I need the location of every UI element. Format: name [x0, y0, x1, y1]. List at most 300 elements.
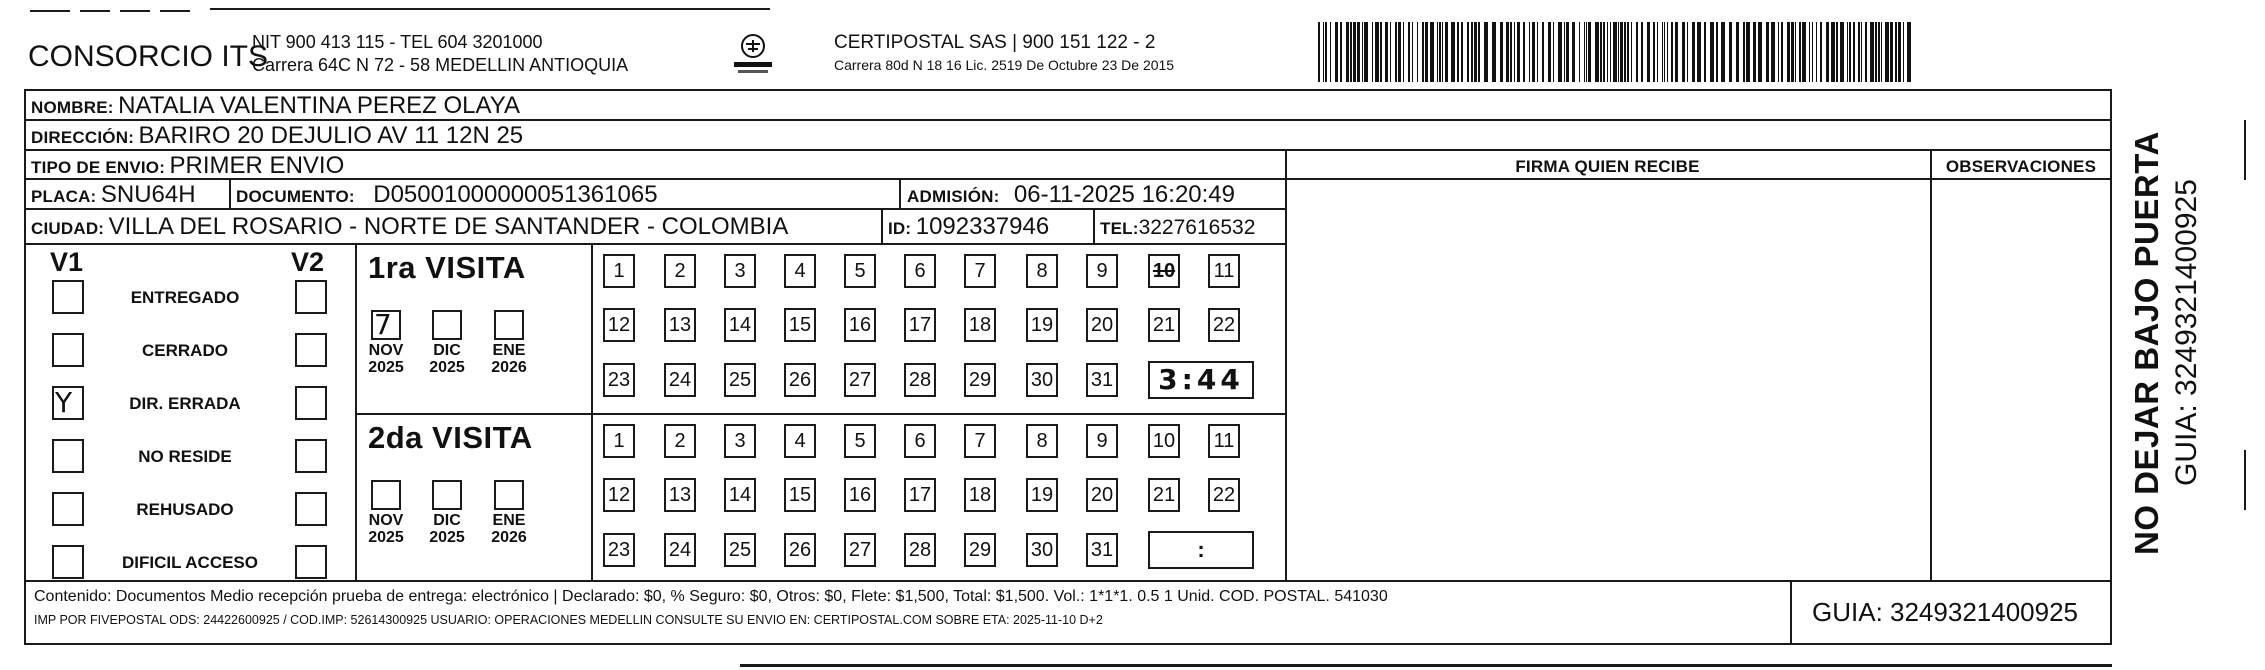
day-box[interactable] [1148, 254, 1180, 288]
ciudad-value: VILLA DEL ROSARIO - NORTE DE SANTANDER - COLOMBIA [108, 213, 789, 240]
day-number: 22 [1212, 314, 1236, 336]
day-box[interactable] [664, 363, 696, 397]
placa-label: PLACA: [31, 187, 97, 206]
tipo-value: PRIMER ENVIO [169, 152, 345, 179]
day-number: 30 [1030, 369, 1054, 391]
barcode-bar [1537, 22, 1538, 82]
day-number: 8 [1036, 260, 1048, 282]
day-box[interactable] [603, 254, 635, 288]
barcode-bar [1736, 22, 1739, 82]
month-checkbox[interactable] [432, 480, 462, 510]
barcode-bar [1510, 22, 1512, 82]
month-name: ENE [492, 342, 526, 359]
v1-label: V1 [50, 247, 84, 277]
barcode-bar [1771, 22, 1775, 82]
barcode-bar [1881, 22, 1882, 82]
barcode-bar [1457, 22, 1459, 82]
barcode-bar [1395, 22, 1397, 82]
day-number: 17 [908, 484, 932, 506]
month-year: 2026 [491, 529, 527, 546]
barcode-bar [1478, 22, 1480, 82]
barcode-bar [1532, 22, 1535, 82]
barcode-bar [1692, 22, 1695, 82]
barcode-bar [1346, 22, 1349, 82]
time-box[interactable]: : [1148, 531, 1254, 569]
barcode-bar [1647, 22, 1650, 82]
v2-checkbox[interactable] [295, 492, 327, 526]
day-number: 4 [794, 260, 806, 282]
footer-guia: GUIA: 3249321400925 [1812, 597, 2078, 627]
day-number: 6 [914, 260, 926, 282]
day-box[interactable] [724, 533, 756, 567]
month-label [424, 342, 470, 376]
barcode-bar [1781, 22, 1783, 82]
id-value: 1092337946 [915, 213, 1050, 240]
day-box[interactable] [664, 424, 696, 458]
day-box[interactable] [904, 533, 936, 567]
barcode-bar [1816, 22, 1817, 82]
barcode-bar [1787, 22, 1790, 82]
day-box[interactable] [844, 254, 876, 288]
barcode-bar [1514, 22, 1515, 82]
barcode-bar [1412, 22, 1413, 82]
day-number: 27 [848, 369, 872, 391]
day-number: 6 [914, 430, 926, 452]
day-box[interactable] [1208, 308, 1240, 342]
barcode-bar [1885, 22, 1889, 82]
day-box[interactable] [964, 478, 996, 512]
barcode-bar [1461, 22, 1463, 82]
barcode-bar [1595, 22, 1599, 82]
day-number: 10 [1152, 260, 1176, 282]
carrier-name: CERTIPOSTAL SAS | 900 151 122 - 2 [834, 32, 1156, 53]
month-name: DIC [433, 512, 461, 529]
barcode-bar [1558, 22, 1562, 82]
day-box[interactable] [1086, 424, 1118, 458]
day-box[interactable] [603, 533, 635, 567]
barcode-bar [1697, 22, 1701, 82]
barcode-bar [1675, 22, 1678, 82]
day-number: 17 [908, 314, 932, 336]
day-box[interactable] [844, 308, 876, 342]
day-box[interactable] [844, 424, 876, 458]
day-number: 21 [1152, 484, 1176, 506]
day-box[interactable] [784, 533, 816, 567]
barcode-bar [1662, 22, 1663, 82]
admision-label: ADMISIÓN: [907, 187, 1000, 206]
day-number: 16 [848, 484, 872, 506]
v2-checkbox[interactable] [295, 545, 327, 579]
barcode-bar [1451, 22, 1455, 82]
firma-header: FIRMA QUIEN RECIBE [1515, 157, 1700, 176]
day-box[interactable] [1026, 478, 1058, 512]
day-box[interactable] [904, 254, 936, 288]
day-box[interactable] [603, 308, 635, 342]
day-number: 9 [1096, 260, 1108, 282]
day-number: 31 [1090, 369, 1114, 391]
day-box[interactable] [1208, 254, 1240, 288]
month-checkbox[interactable] [371, 310, 401, 340]
barcode-bar [1330, 22, 1331, 82]
time-box[interactable]: 3:44 [1148, 361, 1254, 399]
day-box[interactable] [904, 363, 936, 397]
barcode-bar [1890, 22, 1893, 82]
barcode-bar [1471, 22, 1473, 82]
day-number: 2 [674, 430, 686, 452]
day-box[interactable] [1086, 308, 1118, 342]
barcode-bar [1445, 22, 1448, 82]
day-number: 7 [974, 260, 986, 282]
barcode-bar [1403, 22, 1404, 82]
day-number: 24 [668, 539, 692, 561]
day-number: 25 [728, 369, 752, 391]
day-box[interactable] [664, 254, 696, 288]
barcode-bar [1584, 22, 1585, 82]
day-box[interactable] [844, 363, 876, 397]
day-box[interactable] [1026, 308, 1058, 342]
month-label [363, 342, 409, 376]
day-box[interactable] [964, 363, 996, 397]
day-box[interactable] [784, 308, 816, 342]
day-box[interactable] [1148, 478, 1180, 512]
v2-checkbox[interactable] [295, 333, 327, 367]
day-box[interactable] [964, 254, 996, 288]
barcode-bar [1799, 22, 1801, 82]
month-label [486, 512, 532, 546]
barcode-bar [1398, 22, 1401, 82]
handwritten-mark: Y [55, 386, 73, 419]
barcode-bar [1826, 22, 1829, 82]
visit-title: 2da VISITA [368, 420, 533, 455]
day-number: 14 [728, 484, 752, 506]
day-box[interactable] [1026, 533, 1058, 567]
v1-checkbox[interactable] [52, 545, 84, 579]
barcode-bar [1671, 22, 1673, 82]
day-box[interactable] [1148, 424, 1180, 458]
day-box[interactable] [904, 424, 936, 458]
day-box[interactable] [724, 308, 756, 342]
barcode-bar [1553, 22, 1554, 82]
barcode-bar [1385, 22, 1388, 82]
v2-checkbox[interactable] [295, 386, 327, 420]
day-number: 30 [1030, 539, 1054, 561]
month-label [424, 512, 470, 546]
barcode-bar [1492, 22, 1496, 82]
day-box[interactable] [784, 363, 816, 397]
day-number: 12 [607, 314, 631, 336]
barcode-bar [1588, 22, 1591, 82]
barcode-bar [1624, 22, 1626, 82]
day-number: 24 [668, 369, 692, 391]
barcode-bar [1758, 22, 1762, 82]
certipostal-logo [730, 30, 776, 80]
day-number: 22 [1212, 484, 1236, 506]
v1-checkbox[interactable] [52, 280, 84, 314]
ciudad-label: CIUDAD: [31, 219, 105, 238]
day-number: 26 [788, 369, 812, 391]
day-box[interactable] [1026, 424, 1058, 458]
barcode-bar [1564, 22, 1565, 82]
day-box[interactable] [784, 424, 816, 458]
day-box[interactable] [724, 363, 756, 397]
barcode-bar [1375, 22, 1379, 82]
barcode-bar [1548, 22, 1551, 82]
day-number: 21 [1152, 314, 1176, 336]
day-number: 20 [1090, 484, 1114, 506]
day-box[interactable] [904, 478, 936, 512]
month-name: ENE [492, 512, 526, 529]
barcode-bar [1523, 22, 1525, 82]
day-number: 3 [734, 430, 746, 452]
day-number: 12 [607, 484, 631, 506]
day-box[interactable] [1086, 478, 1118, 512]
barcode-bar [1870, 22, 1874, 82]
barcode-bar [1858, 22, 1860, 82]
barcode-bar [1613, 22, 1617, 82]
barcode-bar [1861, 22, 1862, 82]
day-number: 9 [1096, 430, 1108, 452]
admision-value: 06-11-2025 16:20:49 [1013, 181, 1235, 208]
v1-checkbox[interactable] [52, 386, 84, 420]
barcode-bar [1687, 22, 1688, 82]
day-number: 13 [668, 484, 692, 506]
barcode-bar [1753, 22, 1756, 82]
barcode-bar [1335, 22, 1338, 82]
barcode-bar [1631, 22, 1632, 82]
company-name: CONSORCIO ITS [28, 40, 269, 73]
barcode-bar [1657, 22, 1658, 82]
day-number: 5 [854, 260, 866, 282]
barcode-bar [1853, 22, 1855, 82]
barcode-bar [1729, 22, 1732, 82]
day-box[interactable] [1208, 424, 1240, 458]
barcode-bar [1357, 22, 1360, 82]
month-checkbox[interactable] [371, 480, 401, 510]
day-number: 23 [607, 369, 631, 391]
day-number: 2 [674, 260, 686, 282]
barcode-bar [1607, 22, 1608, 82]
day-box[interactable] [724, 254, 756, 288]
barcode-bar [1878, 22, 1880, 82]
barcode-bar [1318, 22, 1320, 82]
v2-checkbox[interactable] [295, 280, 327, 314]
barcode-bar [1579, 22, 1580, 82]
barcode-bar [1641, 22, 1643, 82]
month-name: NOV [368, 512, 404, 529]
status-label: DIFICIL ACCESO [121, 553, 258, 572]
barcode-bar [1820, 22, 1822, 82]
month-year: 2025 [368, 529, 404, 546]
day-number: 20 [1090, 314, 1114, 336]
barcode-bar [1566, 22, 1569, 82]
day-number: 29 [968, 539, 992, 561]
nombre-label: NOMBRE: [31, 98, 114, 117]
day-box[interactable] [964, 533, 996, 567]
month-year: 2025 [368, 359, 404, 376]
day-number: 31 [1090, 539, 1114, 561]
direccion-label: DIRECCIÓN: [31, 128, 135, 147]
placa-value: SNU64H [100, 181, 196, 208]
month-label [486, 342, 532, 376]
barcode-bar [1704, 22, 1706, 82]
barcode-bar [1610, 22, 1611, 82]
day-box[interactable] [664, 478, 696, 512]
day-box[interactable] [724, 424, 756, 458]
barcode-bar [1542, 22, 1544, 82]
day-number: 25 [728, 539, 752, 561]
id-label: ID: [888, 219, 912, 238]
barcode-bar [1875, 22, 1877, 82]
day-box[interactable] [603, 478, 635, 512]
handwritten-mark: 7 [374, 308, 392, 341]
barcode-bar [1895, 22, 1897, 82]
day-box[interactable] [844, 478, 876, 512]
day-number: 11 [1213, 260, 1235, 282]
barcode-bar [1795, 22, 1796, 82]
barcode-bar [1350, 22, 1352, 82]
day-number: 28 [908, 369, 932, 391]
barcode-bar [1323, 22, 1324, 82]
barcode-bar [1529, 22, 1530, 82]
barcode-bar [1664, 22, 1665, 82]
barcode-bar [1618, 22, 1619, 82]
barcode-bar [1812, 22, 1813, 82]
day-number: 14 [728, 314, 752, 336]
day-box[interactable] [904, 308, 936, 342]
day-box[interactable] [784, 254, 816, 288]
status-label: ENTREGADO [130, 288, 240, 307]
status-label: NO RESIDE [138, 447, 232, 466]
barcode-bar [1682, 22, 1685, 82]
day-box[interactable] [1086, 363, 1118, 397]
month-checkbox[interactable] [494, 310, 524, 340]
v2-checkbox[interactable] [295, 439, 327, 473]
day-box[interactable] [1086, 254, 1118, 288]
day-box[interactable] [964, 308, 996, 342]
day-number: 26 [788, 539, 812, 561]
day-number: 1 [613, 260, 625, 282]
v1-checkbox[interactable] [52, 333, 84, 367]
day-number: 4 [794, 430, 806, 452]
barcode-bar [1653, 22, 1655, 82]
day-number: 10 [1152, 430, 1176, 452]
footer-contenido: Contenido: Documentos Medio recepción prueba de entrega: electrónico | Declarado: $0, % Seguro: $0, Otros: $0, Flete: $1,500, Total: $1,500. Vol.: 1*1*1. 0.5 1 Unid. COD. POSTAL. 541030 [34, 588, 1388, 605]
day-number: 8 [1036, 430, 1048, 452]
barcode-bar [1353, 22, 1356, 82]
tel-value: 3227616532 [1138, 216, 1256, 239]
day-box[interactable] [1208, 478, 1240, 512]
barcode-bar [1572, 22, 1575, 82]
barcode-bar [1422, 22, 1424, 82]
day-number: 13 [668, 314, 692, 336]
barcode-bar [1500, 22, 1503, 82]
barcode-bar [1898, 22, 1901, 82]
barcode [1318, 22, 1914, 82]
day-number: 16 [848, 314, 872, 336]
barcode-bar [1442, 22, 1443, 82]
day-box[interactable] [664, 533, 696, 567]
v1-checkbox[interactable] [52, 492, 84, 526]
day-box[interactable] [603, 424, 635, 458]
visit-title: 1ra VISITA [368, 250, 526, 285]
day-number: 7 [974, 430, 986, 452]
barcode-bar [1620, 22, 1623, 82]
barcode-bar [1439, 22, 1441, 82]
day-box[interactable] [964, 424, 996, 458]
month-year: 2025 [429, 359, 465, 376]
barcode-bar [1903, 22, 1904, 82]
v1-checkbox[interactable] [52, 439, 84, 473]
barcode-bar [1517, 22, 1520, 82]
status-label: CERRADO [142, 341, 228, 360]
v2-label: V2 [291, 247, 325, 277]
barcode-bar [1710, 22, 1714, 82]
barcode-bar [1836, 22, 1838, 82]
month-year: 2025 [429, 529, 465, 546]
carrier-address: Carrera 80d N 18 16 Lic. 2519 De Octubre 23 De 2015 [834, 57, 1175, 73]
barcode-bar [1467, 22, 1469, 82]
day-box[interactable] [1026, 363, 1058, 397]
barcode-bar [1778, 22, 1779, 82]
barcode-bar [1380, 22, 1382, 82]
barcode-bar [1437, 22, 1438, 82]
side-warning: NO DEJAR BAJO PUERTA [2128, 131, 2165, 555]
barcode-bar [1364, 22, 1368, 82]
day-box[interactable] [1148, 308, 1180, 342]
tel-label: TEL: [1100, 219, 1139, 238]
barcode-bar [1417, 22, 1418, 82]
month-checkbox[interactable] [432, 310, 462, 340]
barcode-bar [1484, 22, 1488, 82]
day-box[interactable] [844, 533, 876, 567]
day-box[interactable] [784, 478, 816, 512]
day-number: 18 [968, 484, 992, 506]
barcode-bar [1372, 22, 1373, 82]
day-box[interactable] [664, 308, 696, 342]
barcode-bar [1362, 22, 1363, 82]
barcode-bar [1474, 22, 1477, 82]
day-number: 15 [788, 314, 812, 336]
company-address: Carrera 64C N 72 - 58 MEDELLIN ANTIOQUIA [252, 55, 629, 75]
barcode-bar [1430, 22, 1434, 82]
barcode-bar [1716, 22, 1718, 82]
documento-label: DOCUMENTO: [236, 187, 355, 206]
barcode-bar [1408, 22, 1410, 82]
status-label: REHUSADO [136, 500, 234, 519]
barcode-bar [1849, 22, 1851, 82]
barcode-bar [1831, 22, 1835, 82]
day-box[interactable] [603, 363, 635, 397]
barcode-bar [1636, 22, 1638, 82]
barcode-bar [1847, 22, 1848, 82]
barcode-bar [1766, 22, 1769, 82]
day-number: 27 [848, 539, 872, 561]
company-nit: NIT 900 413 115 - TEL 604 3201000 [252, 32, 543, 52]
barcode-bar [1865, 22, 1867, 82]
footer-impresion: IMP POR FIVEPOSTAL ODS: 24422600925 / COD.IMP: 52614300925 USUARIO: OPERACIONES MEDELLIN CONSULTE SU ENVIO EN: CERTIPOSTAL.COM SOBRE ETA: 2025-11-10 D+2 [34, 613, 1103, 627]
day-number: 18 [968, 314, 992, 336]
barcode-bar [1600, 22, 1602, 82]
day-number: 3 [734, 260, 746, 282]
day-box[interactable] [724, 478, 756, 512]
month-checkbox[interactable] [494, 480, 524, 510]
day-number: 15 [788, 484, 812, 506]
day-number: 28 [908, 539, 932, 561]
day-box[interactable] [1026, 254, 1058, 288]
day-box[interactable] [1086, 533, 1118, 567]
direccion-value: BARIRO 20 DEJULIO AV 11 12N 25 [138, 122, 524, 149]
barcode-bar [1907, 22, 1911, 82]
